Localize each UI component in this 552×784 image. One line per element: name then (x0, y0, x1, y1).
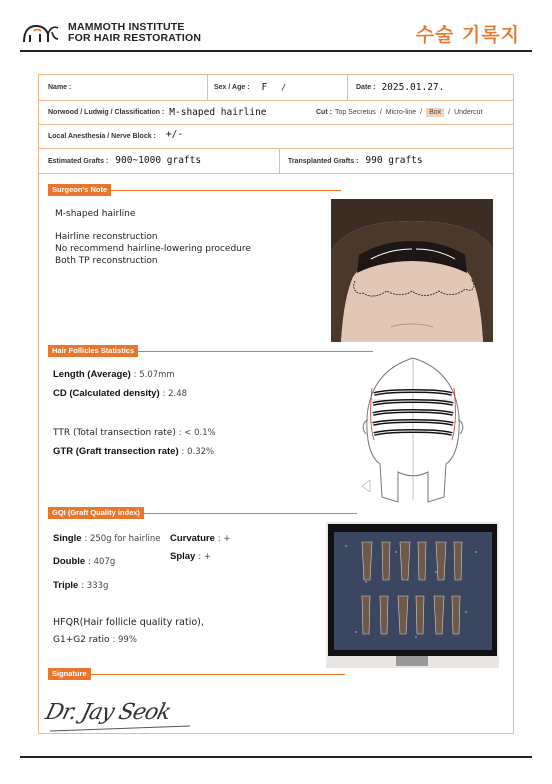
cut-separator: / (448, 109, 451, 116)
stat-ttr (53, 428, 216, 438)
cut-separator: / (379, 109, 382, 116)
cut-option-micro-line: Micro-line (385, 109, 417, 116)
stat-cd (53, 388, 187, 399)
double-label: Double (53, 556, 86, 567)
age-separator: / (281, 82, 287, 92)
ttr-value: : < 0.1% (178, 428, 216, 438)
ttr-label: TTR (Total transection rate) (53, 428, 176, 438)
row-classification (38, 101, 514, 125)
cut-option-top-secretus: Top Secretus (334, 109, 376, 116)
double-value: : 407g (88, 557, 116, 567)
logo-line-1: MAMMOTH INSTITUTE (68, 21, 185, 33)
stat-length (53, 369, 175, 380)
patient-hairline-photo (331, 199, 493, 342)
header-divider (20, 50, 532, 52)
institute-logo (22, 22, 201, 44)
hfqr-label: HFQR(Hair follicle quality ratio), (53, 617, 204, 628)
section-rule (144, 513, 357, 514)
g12-label: G1+G2 ratio (53, 635, 110, 645)
stat-triple (53, 580, 108, 591)
classification-value: M-shaped hairline (169, 107, 267, 118)
date-label: Date : (356, 83, 376, 91)
cut-separator: / (420, 109, 423, 116)
stat-double (53, 556, 115, 567)
name-label: Name : (48, 83, 72, 91)
triple-value: : 333g (81, 581, 109, 591)
signature-header (48, 668, 345, 680)
doctor-signature (43, 700, 173, 725)
surgeon-note-line-2: Hairline reconstruction (55, 232, 158, 242)
surgeon-note-header (48, 184, 341, 196)
row-name-sex-date (38, 74, 514, 101)
follicles-header (48, 345, 373, 357)
surgeon-note-line-1: M-shaped hairline (55, 209, 136, 219)
gtr-label: GTR (Graft transection rate) (53, 446, 179, 457)
graft-microscope-photo (326, 522, 499, 668)
sex-value: F (261, 81, 268, 93)
splay-label: Splay (170, 551, 196, 562)
date-value: 2025.01.27. (381, 81, 445, 93)
follicles-title: Hair Follicles Statistics (48, 345, 138, 357)
anesthesia-label: Local Anesthesia / Nerve Block : (48, 133, 156, 140)
row-grafts (38, 149, 514, 174)
cut-label: Cut : (316, 109, 332, 116)
footer-divider (20, 756, 532, 758)
transplanted-grafts-value: 990 grafts (365, 154, 423, 166)
signature-text: Dr. Jay Seok (42, 700, 173, 725)
document-title: 수술 기록지 (415, 24, 520, 46)
length-value: : 5.07mm (133, 370, 175, 380)
stat-curvature (170, 533, 230, 544)
splay-value: : + (198, 552, 211, 562)
curvature-value: : + (217, 534, 231, 544)
curvature-label: Curvature (170, 533, 215, 544)
stat-splay (170, 551, 211, 562)
cd-value: : 2.48 (162, 389, 188, 399)
single-value: : 250g for hairline (84, 534, 161, 544)
stat-gtr (53, 446, 214, 457)
gqi-title: GQI (Graft Quality index) (48, 507, 144, 519)
triple-label: Triple (53, 580, 79, 591)
cut-option-undercut: Undercut (454, 109, 483, 116)
mammoth-icon (22, 22, 60, 44)
g12-value: : 99% (112, 635, 137, 645)
stat-single (53, 533, 160, 544)
anesthesia-value: +/- (165, 129, 184, 140)
transplanted-grafts-label: Transplanted Grafts : (288, 157, 359, 165)
stat-hfqr (53, 617, 204, 628)
section-rule (111, 190, 341, 191)
cd-label: CD (Calculated density) (53, 388, 160, 399)
single-label: Single (53, 533, 82, 544)
donor-area-diagram (358, 352, 468, 507)
gqi-header (48, 507, 357, 519)
section-rule (91, 674, 345, 675)
estimated-grafts-label: Estimated Grafts : (48, 157, 109, 165)
signature-title: Signature (48, 668, 91, 680)
surgeon-note-line-4: Both TP reconstruction (55, 256, 158, 266)
sex-age-label: Sex / Age : (214, 83, 250, 91)
surgeon-note-title: Surgeon's Note (48, 184, 111, 196)
length-label: Length (Average) (53, 369, 131, 380)
estimated-grafts-value: 900~1000 grafts (115, 154, 202, 166)
classification-label: Norwood / Ludwig / Classification : (48, 109, 165, 116)
section-rule (138, 351, 373, 352)
stat-g1g2 (53, 635, 137, 645)
logo-line-2: FOR HAIR RESTORATION (68, 32, 202, 44)
surgeon-note-line-3: No recommend hairline-lowering procedure (55, 244, 251, 254)
row-anesthesia (38, 125, 514, 149)
cut-option-box-selected: Box (426, 108, 444, 117)
gtr-value: : 0.32% (181, 447, 215, 457)
